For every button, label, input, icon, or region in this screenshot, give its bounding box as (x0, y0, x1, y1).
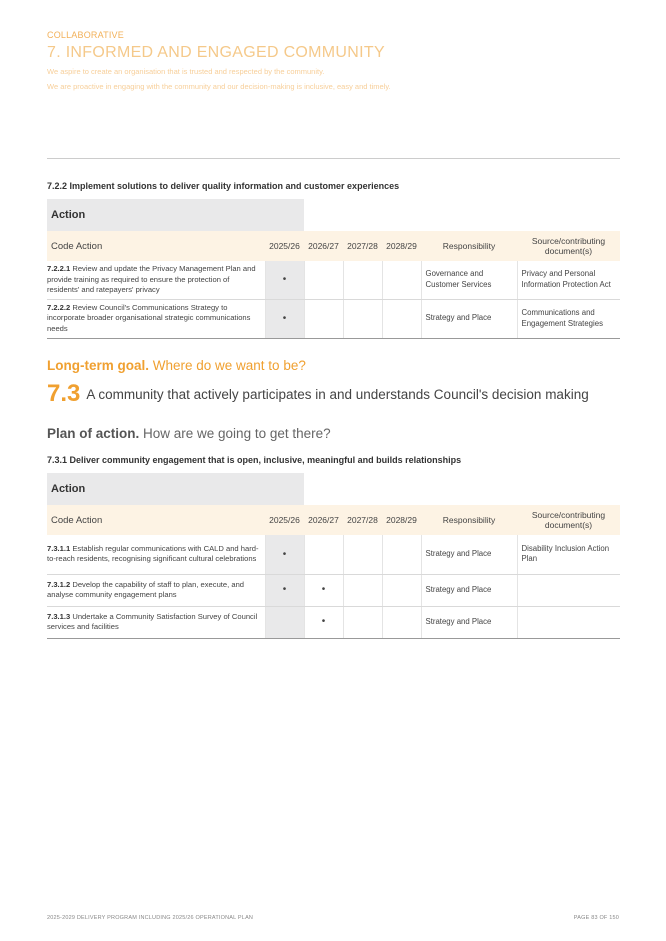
col-2025-26: 2025/26 (265, 231, 304, 261)
action-description (47, 574, 265, 606)
year-cell: • (304, 574, 343, 606)
year-cell (343, 299, 382, 338)
responsibility-cell: Strategy and Place (421, 574, 517, 606)
year-cell: • (304, 606, 343, 638)
goal-label: Long-term goal. (47, 358, 149, 373)
source-cell (517, 606, 620, 638)
goal-statement (47, 380, 589, 408)
col-2026-27: 2026/27 (304, 505, 343, 535)
action-description (47, 606, 265, 638)
responsibility-cell: Strategy and Place (421, 535, 517, 574)
aspiration-line-2: We are proactive in engaging with the community and our decision-making is inclusive, easy and timely. (47, 82, 391, 91)
divider (47, 158, 620, 159)
col-2027-28: 2027/28 (343, 231, 382, 261)
goal-text: A community that actively participates in and understands Council's decision making (86, 386, 589, 402)
goal-number: 7.3 (47, 380, 81, 407)
col-responsibility: Responsibility (421, 231, 517, 261)
table-header-row (47, 231, 620, 261)
col-2025-26: 2025/26 (265, 505, 304, 535)
action-header-731: Action (47, 473, 304, 505)
table-row (47, 606, 620, 638)
col-source: Source/contributing document(s) (517, 231, 620, 261)
table-header-row (47, 505, 620, 535)
page-title: 7. INFORMED AND ENGAGED COMMUNITY (47, 44, 385, 61)
action-text: Establish regular communications with CALD and hard-to-reach residents, recognising significant cultural celebrations (47, 544, 259, 564)
responsibility-cell: Strategy and Place (421, 606, 517, 638)
action-code: 7.2.2.2 (47, 303, 71, 313)
action-text: Develop the capability of staff to plan, execute, and analyse community engagement plans (47, 579, 245, 599)
year-cell (343, 574, 382, 606)
action-description (47, 535, 265, 574)
action-description (47, 299, 265, 338)
page-header (47, 30, 627, 91)
footer-document-title: 2025-2029 DELIVERY PROGRAM INCLUDING 2025/26 OPERATIONAL PLAN (47, 915, 254, 921)
action-table-722 (47, 231, 620, 339)
action-description (47, 261, 265, 299)
col-code-action: Code Action (47, 505, 265, 535)
col-2028-29: 2028/29 (382, 231, 421, 261)
year-cell (304, 261, 343, 299)
section-title-731: 7.3.1 Deliver community engagement that is open, inclusive, meaningful and builds relationships (47, 455, 462, 465)
year-cell (382, 535, 421, 574)
source-cell: Privacy and Personal Information Protection Act (517, 261, 620, 299)
year-cell: • (265, 535, 304, 574)
year-cell (382, 574, 421, 606)
year-cell (343, 606, 382, 638)
responsibility-cell: Strategy and Place (421, 299, 517, 338)
year-cell (304, 535, 343, 574)
col-2027-28: 2027/28 (343, 505, 382, 535)
plan-label: Plan of action. (47, 426, 140, 441)
source-cell: Disability Inclusion Action Plan (517, 535, 620, 574)
action-code: 7.3.1.3 (47, 611, 71, 621)
action-code: 7.3.1.2 (47, 579, 71, 589)
col-2028-29: 2028/29 (382, 505, 421, 535)
action-text: Review and update the Privacy Management Plan and provide training as required to ensure the protection of residents' and ratepayers' privacy (47, 264, 256, 294)
action-text: Undertake a Community Satisfaction Survey of Council services and facilities (47, 611, 258, 631)
section-title-722: 7.2.2 Implement solutions to deliver quality information and customer experiences (47, 181, 400, 191)
year-cell: • (265, 261, 304, 299)
plan-of-action-heading (47, 426, 331, 441)
table-row (47, 299, 620, 338)
table-row (47, 535, 620, 574)
action-table-731 (47, 505, 620, 639)
action-text: Review Council's Communications Strategy to incorporate broader organisational strategic communications needs (47, 303, 251, 333)
table-row (47, 574, 620, 606)
action-code: 7.2.2.1 (47, 264, 71, 274)
year-cell (304, 299, 343, 338)
year-cell (382, 261, 421, 299)
source-cell: Communications and Engagement Strategies (517, 299, 620, 338)
aspiration-line-1: We aspire to create an organisation that is trusted and respected by the community. (47, 67, 325, 76)
action-header-722: Action (47, 199, 304, 231)
long-term-goal-heading (47, 358, 306, 373)
category-label: COLLABORATIVE (47, 30, 124, 40)
year-cell: • (265, 299, 304, 338)
responsibility-cell: Governance and Customer Services (421, 261, 517, 299)
year-cell (343, 535, 382, 574)
table-row (47, 261, 620, 299)
footer-page-number: PAGE 83 OF 150 (573, 915, 619, 921)
plan-question: How are we going to get there? (139, 426, 331, 441)
col-responsibility: Responsibility (421, 505, 517, 535)
action-code: 7.3.1.1 (47, 544, 71, 553)
col-2026-27: 2026/27 (304, 231, 343, 261)
year-cell: • (265, 574, 304, 606)
source-cell (517, 574, 620, 606)
col-source: Source/contributing document(s) (517, 505, 620, 535)
year-cell (382, 299, 421, 338)
year-cell (343, 261, 382, 299)
year-cell (382, 606, 421, 638)
col-code-action: Code Action (47, 231, 265, 261)
year-cell (265, 606, 304, 638)
goal-question: Where do we want to be? (149, 358, 306, 373)
